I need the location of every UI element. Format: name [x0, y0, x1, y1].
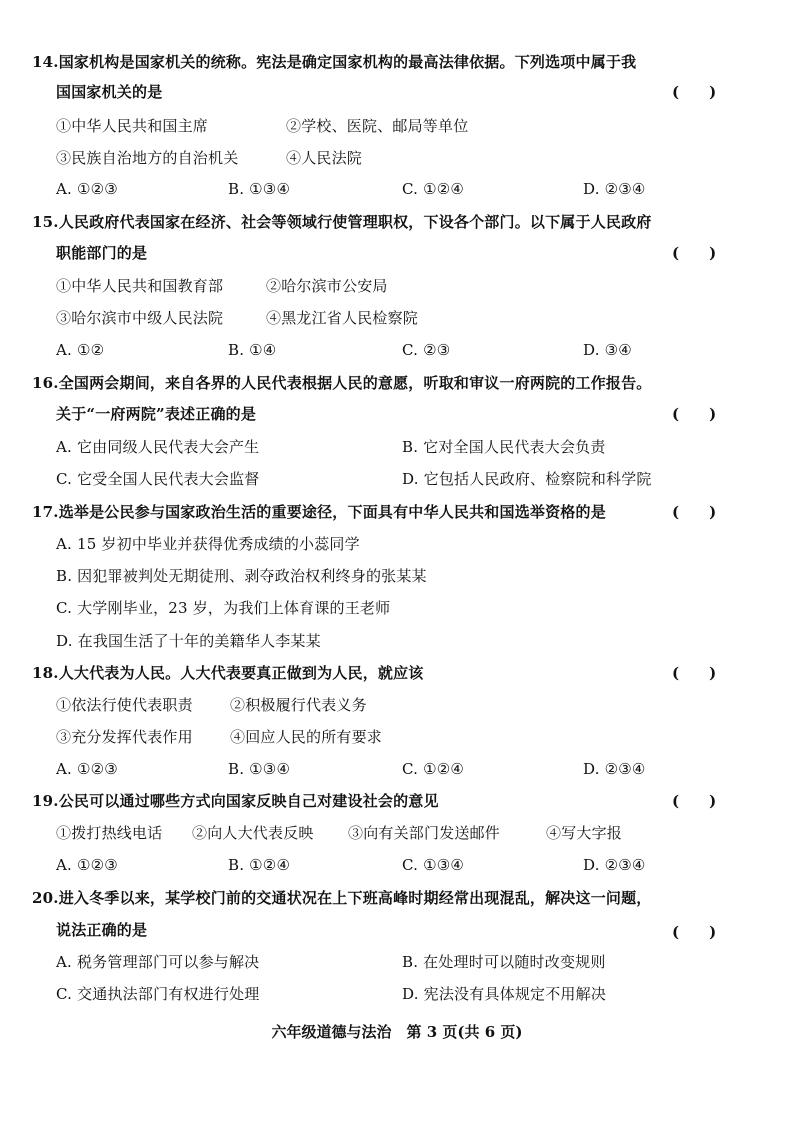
option-b: B. 它对全国人民代表大会负责: [402, 438, 606, 456]
option-d: D. 在我国生活了十年的美籍华人李某某: [56, 632, 321, 650]
answer-bracket[interactable]: ( ): [672, 83, 717, 101]
question-15-stem-cont: 职能部门的是: [56, 244, 148, 262]
item-3: ③哈尔滨市中级人民法院: [56, 309, 224, 327]
item-1: ①拨打热线电话: [56, 824, 163, 842]
option-a: A. 税务管理部门可以参与解决: [56, 953, 260, 971]
question-stem-line: 人大代表为人民。人大代表要真正做到为人民，就应该: [58, 664, 424, 682]
option-b: B. ①③④: [228, 180, 291, 198]
item-2: ②积极履行代表义务: [230, 696, 367, 714]
question-stem-line: 国家机构是国家机关的统称。宪法是确定国家机构的最高法律依据。下列选项中属于我: [58, 53, 637, 71]
option-c: C. ①②④: [402, 760, 465, 778]
item-4: ④黑龙江省人民检察院: [266, 309, 419, 327]
answer-bracket[interactable]: ( ): [672, 792, 717, 810]
question-14-stem: [32, 52, 636, 72]
item-2: ②学校、医院、邮局等单位: [286, 117, 469, 135]
option-a: A. ①②③: [56, 760, 118, 778]
option-d: D. 宪法没有具体规定不用解决: [402, 985, 607, 1003]
option-c: C. ②③: [402, 341, 451, 359]
question-14-stem-cont: 国国家机关的是: [56, 83, 163, 101]
option-c: C. ①②④: [402, 180, 465, 198]
option-c: C. 交通执法部门有权进行处理: [56, 985, 260, 1003]
question-number: 18.: [32, 664, 59, 682]
question-number: 17.: [32, 503, 59, 521]
item-2: ②向人大代表反映: [192, 824, 314, 842]
item-1: ①依法行使代表职责: [56, 696, 193, 714]
question-stem-line: 进入冬季以来，某学校门前的交通状况在上下班高峰时期经常出现混乱，解决这一问题，: [58, 889, 652, 907]
item-2: ②哈尔滨市公安局: [266, 277, 388, 295]
answer-bracket[interactable]: ( ): [672, 664, 717, 682]
question-20-stem-cont: 说法正确的是: [56, 921, 148, 939]
item-3: ③充分发挥代表作用: [56, 728, 193, 746]
option-d: D. ②③④: [583, 856, 646, 874]
item-3: ③向有关部门发送邮件: [348, 824, 501, 842]
option-d: D. 它包括人民政府、检察院和科学院: [402, 470, 652, 488]
option-d: D. ③④: [583, 341, 632, 359]
option-a: A. ①②③: [56, 856, 118, 874]
question-number: 15.: [32, 213, 59, 231]
page-footer: 六年级道德与法治 第 3 页(共 6 页): [271, 1023, 523, 1041]
option-b: B. 因犯罪被判处无期徒刑、剥夺政治权利终身的张某某: [56, 567, 427, 585]
option-a: A. 它由同级人民代表大会产生: [56, 438, 260, 456]
option-a: A. ①②: [56, 341, 105, 359]
item-1: ①中华人民共和国教育部: [56, 277, 224, 295]
question-17-stem: [32, 502, 606, 522]
question-number: 20.: [32, 889, 59, 907]
question-number: 14.: [32, 53, 59, 71]
answer-bracket[interactable]: ( ): [672, 405, 717, 423]
answer-bracket[interactable]: ( ): [672, 503, 717, 521]
item-4: ④人民法院: [286, 149, 363, 167]
option-b: B. ①②④: [228, 856, 291, 874]
option-d: D. ②③④: [583, 760, 646, 778]
answer-bracket[interactable]: ( ): [672, 923, 717, 941]
item-1: ①中华人民共和国主席: [56, 117, 209, 135]
option-a: A. 15 岁初中毕业并获得优秀成绩的小蕊同学: [56, 535, 360, 553]
option-b: B. 在处理时可以随时改变规则: [402, 953, 606, 971]
answer-bracket[interactable]: ( ): [672, 244, 717, 262]
question-stem-line: 人民政府代表国家在经济、社会等领域行使管理职权，下设各个部门。以下属于人民政府: [58, 213, 652, 231]
option-a: A. ①②③: [56, 180, 118, 198]
option-c: C. 大学刚毕业，23 岁，为我们上体育课的王老师: [56, 599, 391, 617]
item-3: ③民族自治地方的自治机关: [56, 149, 239, 167]
question-stem-line: 公民可以通过哪些方式向国家反映自己对建设社会的意见: [58, 792, 439, 810]
question-20-stem: [32, 888, 652, 908]
question-number: 16.: [32, 374, 59, 392]
question-16-stem: [32, 373, 652, 393]
option-c: C. ①③④: [402, 856, 465, 874]
question-stem-line: 选举是公民参与国家政治生活的重要途径，下面具有中华人民共和国选举资格的是: [58, 503, 606, 521]
option-d: D. ②③④: [583, 180, 646, 198]
question-18-stem: [32, 663, 424, 683]
option-b: B. ①③④: [228, 760, 291, 778]
question-number: 19.: [32, 792, 59, 810]
question-stem-line: 全国两会期间，来自各界的人民代表根据人民的意愿，听取和审议一府两院的工作报告。: [58, 374, 652, 392]
option-b: B. ①④: [228, 341, 277, 359]
item-4: ④写大字报: [546, 824, 623, 842]
question-15-stem: [32, 212, 652, 232]
item-4: ④回应人民的所有要求: [230, 728, 383, 746]
question-19-stem: [32, 791, 439, 811]
option-c: C. 它受全国人民代表大会监督: [56, 470, 260, 488]
question-16-stem-cont: 关于“一府两院”表述正确的是: [56, 405, 257, 423]
